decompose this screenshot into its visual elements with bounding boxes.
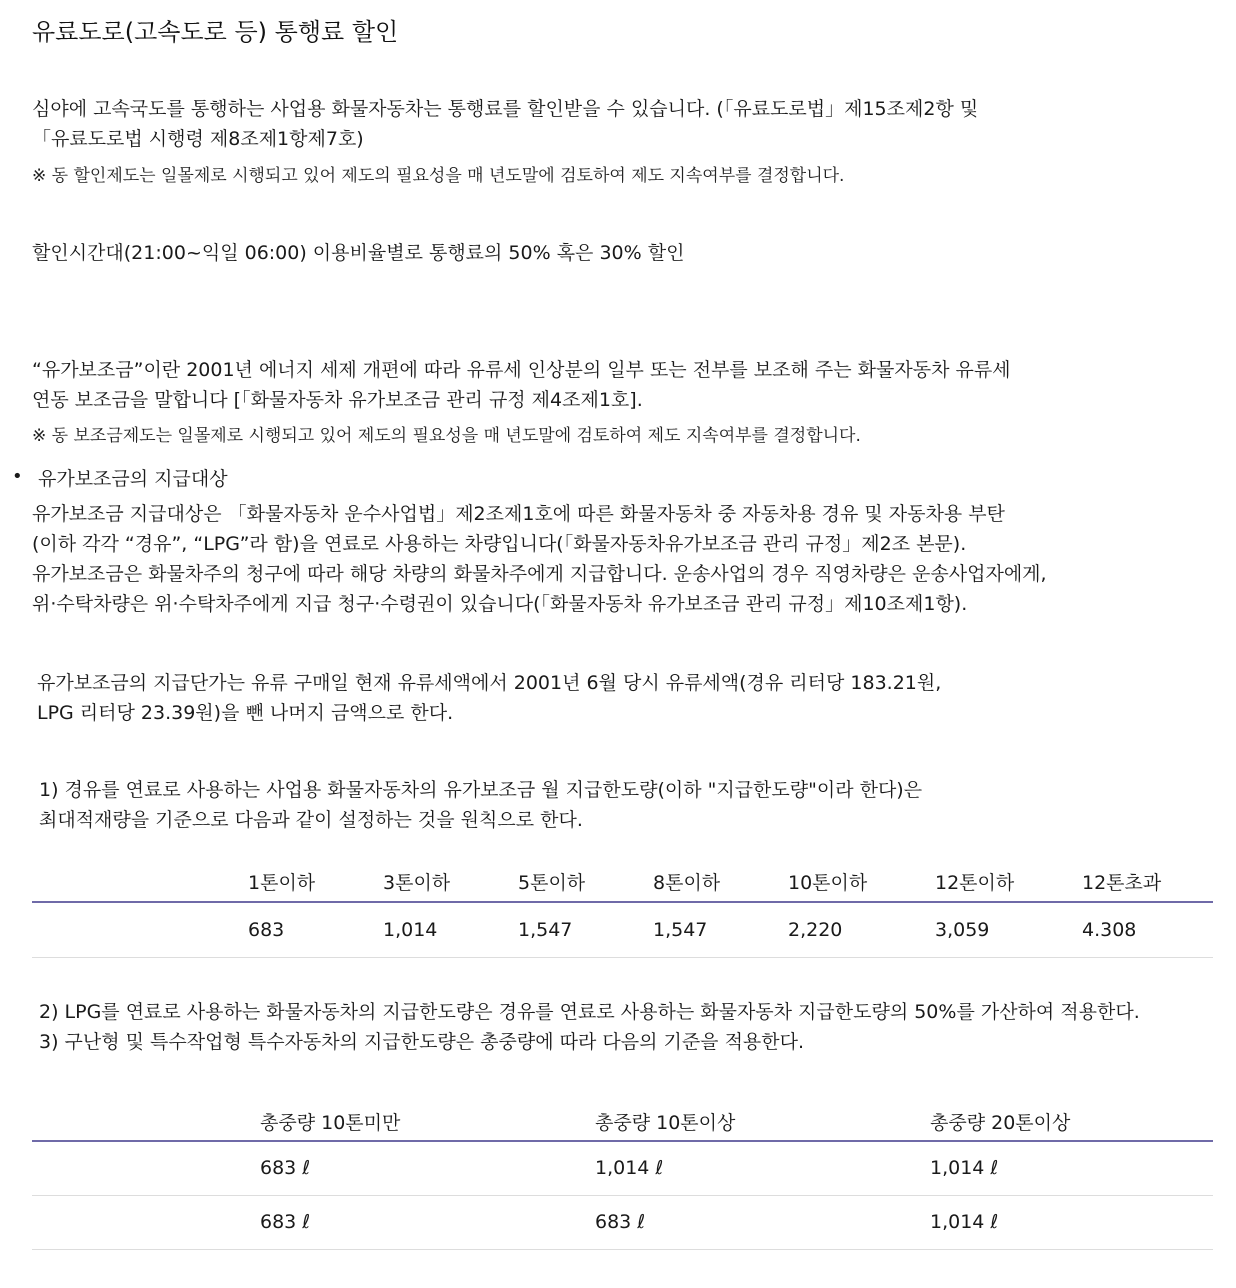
bullet-title: 유가보조금의 지급대상 (38, 468, 228, 490)
table-cell: 1,014 ℓ (595, 1157, 664, 1180)
table-header-cell: 총중량 10톤이상 (595, 1112, 736, 1134)
diesel-limit-table (32, 862, 1213, 958)
rule1-line2: 최대적재량을 기준으로 다음과 같이 설정하는 것을 원칙으로 한다. (39, 809, 583, 831)
table-cell: 1,014 ℓ (930, 1157, 999, 1180)
toll-note: ※ 동 할인제도는 일몰제로 시행되고 있어 제도의 필요성을 매 년도말에 검토하여 제도 지속여부를 결정합니다. (32, 166, 845, 186)
table-header-cell: 8톤이하 (653, 872, 721, 894)
subsidy-intro-line2: 연동 보조금을 말합니다 [「화물자동차 유가보조금 관리 규정 제4조제1호]. (32, 389, 643, 411)
target-line4: 위·수탁차량은 위·수탁차주에게 지급 청구·수령권이 있습니다(「화물자동차 유가보조금 관리 규정」제10조제1항). (32, 593, 968, 615)
table-cell: 683 (248, 918, 285, 941)
toll-intro-line2: 「유료도로법 시행령 제8조제1항제7호) (32, 128, 364, 150)
table-cell: 683 ℓ (260, 1211, 311, 1233)
table-header-cell: 12톤초과 (1082, 872, 1162, 894)
subsidy-intro-line1: “유가보조금”이란 2001년 에너지 세제 개편에 따라 유류세 인상분의 일부 또는 전부를 보조해 주는 화물자동차 유류세 (32, 359, 1011, 381)
table-header-row (32, 1103, 1213, 1141)
special-vehicle-limit-table (32, 1103, 1213, 1250)
table-header-cell: 5톤이하 (518, 872, 586, 894)
table-cell: 1,014 (383, 918, 438, 941)
target-line2: (이하 각각 “경유”, “LPG”라 함)을 연료로 사용하는 차량입니다(「화물자동차유가보조금 관리 규정」제2조 본문). (32, 533, 967, 555)
table-header-cell: 1톤이하 (248, 872, 316, 894)
table-cell: 2,220 (788, 918, 843, 941)
table-cell: 683 ℓ (595, 1211, 646, 1233)
table-row (32, 1141, 1213, 1195)
rule3: 3) 구난형 및 특수작업형 특수자동차의 지급한도량은 총중량에 따라 다음의 기준을 적용한다. (39, 1031, 805, 1053)
subsidy-note: ※ 동 보조금제도는 일몰제로 시행되고 있어 제도의 필요성을 매 년도말에 검토하여 제도 지속여부를 결정합니다. (32, 426, 861, 446)
toll-discount: 할인시간대(21:00~익일 06:00) 이용비율별로 통행료의 50% 혹은 30% 할인 (32, 242, 685, 264)
table-header-cell: 10톤이하 (788, 872, 868, 894)
table-cell: 1,014 ℓ (930, 1211, 999, 1233)
table-header-cell: 총중량 10톤미만 (260, 1112, 401, 1134)
table-cell: 683 ℓ (260, 1157, 311, 1180)
bullet-icon: • (12, 466, 23, 487)
table-cell: 1,547 (653, 918, 708, 941)
table-row (32, 1195, 1213, 1249)
table-header-cell: 3톤이하 (383, 872, 451, 894)
toll-intro-line1: 심야에 고속국도를 통행하는 사업용 화물자동차는 통행료를 할인받을 수 있습니다. (「유료도로법」제15조제2항 및 (32, 98, 979, 120)
table-header-cell: 12톤이하 (935, 872, 1015, 894)
table-cell: 4.308 (1082, 918, 1137, 941)
table-header-row (32, 862, 1213, 902)
page-title: 유료도로(고속도로 등) 통행료 할인 (32, 18, 399, 46)
target-line3: 유가보조금은 화물차주의 청구에 따라 해당 차량의 화물차주에게 지급합니다. 운송사업의 경우 직영차량은 운송사업자에게, (32, 563, 1047, 585)
target-line1: 유가보조금 지급대상은 「화물자동차 운수사업법」제2조제1호에 따른 화물자동차 중 자동차용 경유 및 자동차용 부탄 (32, 503, 1005, 525)
rule1-line1: 1) 경유를 연료로 사용하는 사업용 화물자동차의 유가보조금 월 지급한도량(이하 "지급한도량"이라 한다)은 (39, 779, 923, 801)
table-cell: 1,547 (518, 918, 573, 941)
price-line2: LPG 리터당 23.39원)을 뺀 나머지 금액으로 한다. (37, 702, 454, 724)
table-cell: 3,059 (935, 918, 990, 941)
rule2: 2) LPG를 연료로 사용하는 화물자동차의 지급한도량은 경유를 연료로 사용하는 화물자동차 지급한도량의 50%를 가산하여 적용한다. (39, 1001, 1140, 1023)
table-header-cell: 총중량 20톤이상 (930, 1112, 1071, 1134)
price-line1: 유가보조금의 지급단가는 유류 구매일 현재 유류세액에서 2001년 6월 당시 유류세액(경유 리터당 183.21원, (37, 672, 942, 694)
table-row (32, 902, 1213, 957)
